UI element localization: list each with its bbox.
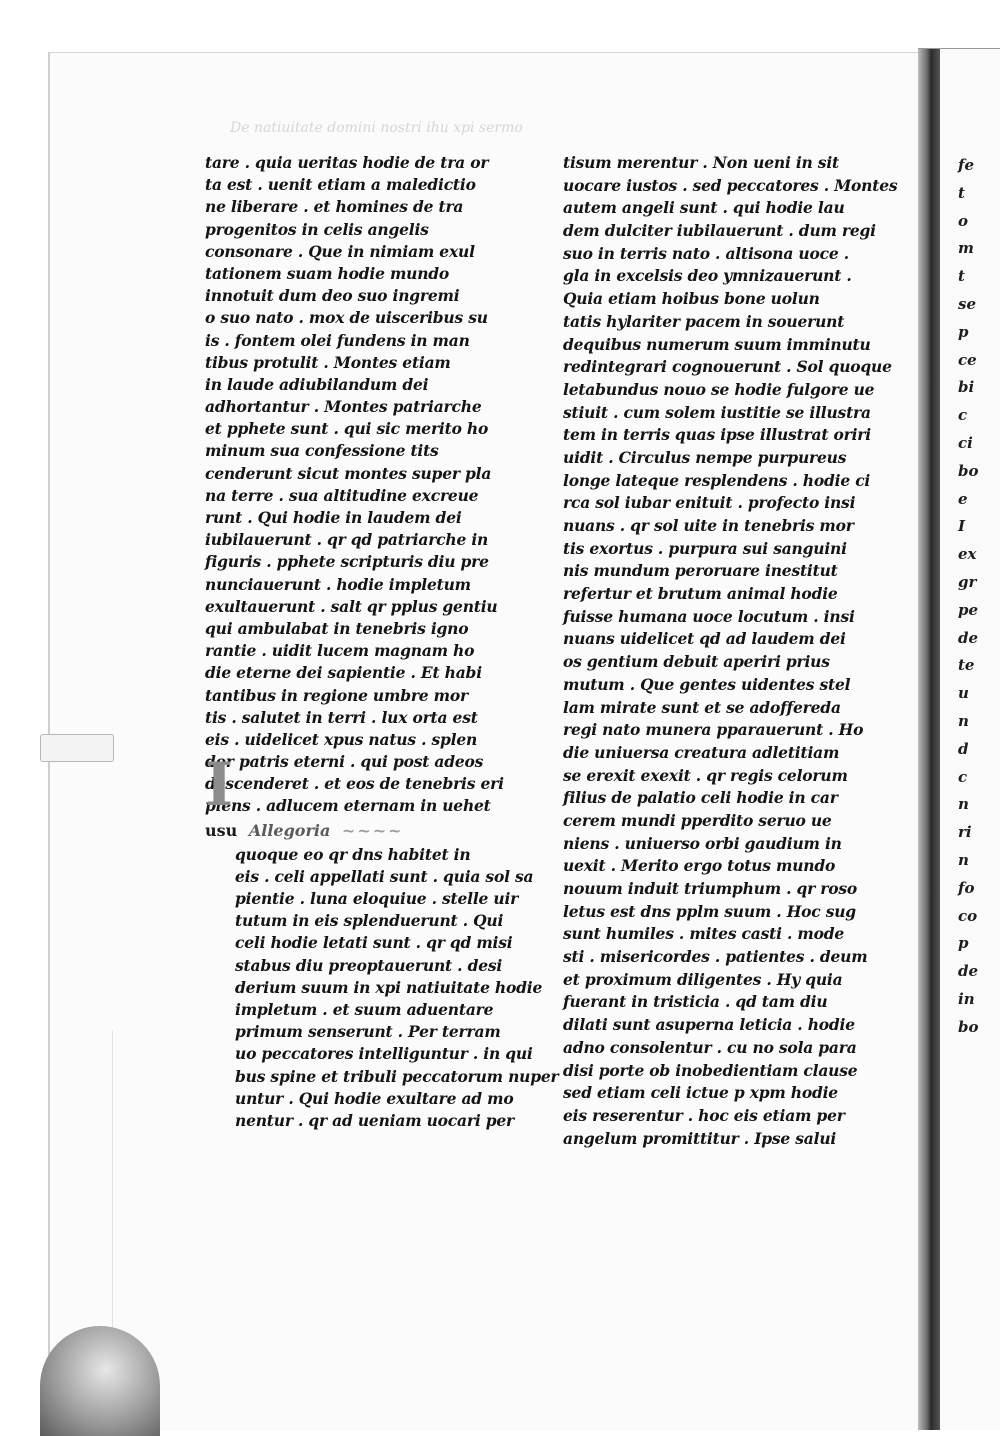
text-line: Quia etiam hoibus bone uolun — [563, 289, 820, 309]
edge-text-fragment: u — [958, 684, 969, 703]
edge-text-fragment: bo — [958, 1017, 979, 1036]
text-line: tare . quia ueritas hodie de tra or — [205, 153, 489, 172]
show-through-heading: De natiuitate domini nostri ihu xpi sermo — [230, 120, 523, 136]
edge-text-fragment: bo — [958, 461, 979, 480]
text-line: uocare iustos . sed peccatores . Montes — [563, 175, 898, 195]
edge-text-fragment: pe — [958, 600, 979, 619]
decorated-initial: I — [204, 750, 234, 820]
text-line: nuans . qr sol uite in tenebris mor — [563, 516, 854, 535]
edge-text-fragment: co — [958, 906, 978, 925]
text-line: untur . Qui hodie exultare ad mo — [235, 1088, 514, 1108]
text-line: uidit . Circulus nempe purpureus — [563, 447, 847, 467]
edge-text-fragment: c — [958, 767, 968, 786]
text-line: ne liberare . et homines de tra — [205, 197, 464, 217]
page-tab-marker — [40, 734, 114, 762]
text-line: nouum induit triumphum . qr roso — [563, 879, 858, 898]
text-line: fuerant in tristicia . qd tam diu — [563, 992, 828, 1012]
text-line: stabus diu preoptauerunt . desi — [235, 955, 503, 975]
text-line: et pphete sunt . qui sic merito ho — [205, 419, 489, 439]
text-line: sed etiam celi ictue p xpm hodie — [563, 1083, 838, 1103]
text-line: eis . celi appellati sunt . quia sol sa — [235, 866, 534, 886]
text-line: rantie . uidit lucem magnam ho — [205, 641, 475, 661]
text-line: letabundus nouo se hodie fulgore ue — [563, 379, 875, 399]
text-line: cerem mundi pperdito seruo ue — [563, 810, 832, 830]
text-line: longe lateque resplendens . hodie ci — [563, 470, 871, 490]
text-line: nuans uidelicet qd ad laudem dei — [563, 629, 846, 649]
text-line: dequibus numerum suum imminutu — [563, 334, 871, 354]
text-line: sunt humiles . mites casti . mode — [563, 924, 845, 944]
edge-text-fragment: bi — [958, 378, 975, 397]
text-line: disi porte ob inobedientiam clause — [563, 1060, 858, 1080]
text-line: figuris . pphete scripturis diu pre — [205, 552, 489, 572]
text-line: tis exortus . purpura sui sanguini — [563, 538, 847, 558]
text-line: in laude adiubilandum dei — [205, 374, 429, 394]
text-line: derium suum in xpi natiuitate hodie — [235, 977, 543, 997]
text-line: minum sua confessione tits — [205, 441, 439, 461]
facing-page-text-fragments — [958, 152, 1000, 1042]
text-line: ta est . uenit etiam a maledictio — [205, 175, 476, 195]
text-line: exultauerunt . salt qr pplus gentiu — [205, 596, 498, 616]
text-line: nunciauerunt . hodie impletum — [205, 574, 471, 594]
edge-text-fragment: d — [958, 739, 969, 758]
edge-text-fragment: o — [958, 211, 969, 230]
text-line: dor patris eterni . qui post adeos — [205, 752, 484, 772]
facing-page-top-strip — [918, 0, 1000, 49]
edge-text-fragment: p — [958, 322, 969, 341]
text-line: rca sol iubar enituit . profecto insi — [563, 493, 856, 513]
text-line: filius de palatio celi hodie in car — [563, 788, 838, 808]
edge-text-fragment: ci — [958, 433, 973, 452]
edge-text-fragment: fe — [958, 156, 974, 174]
edge-text-fragment: n — [958, 850, 969, 869]
text-line: is . fontem olei fundens in man — [205, 330, 470, 350]
text-line: adno consolentur . cu no sola para — [563, 1037, 857, 1057]
text-line: primum senserunt . Per terram — [235, 1022, 501, 1042]
text-line: gla in excelsis deo ymnizauerunt . — [563, 266, 852, 286]
edge-text-fragment: t — [958, 183, 965, 202]
text-line: uo peccatores intelliguntur . in qui — [235, 1044, 533, 1064]
text-line: bus spine et tribuli peccatorum nuper — [235, 1066, 559, 1086]
edge-text-fragment: te — [958, 656, 975, 675]
text-line: tem in terris quas ipse illustrat oriri — [563, 425, 871, 445]
edge-text-fragment: I — [958, 517, 966, 536]
text-line: os gentium debuit aperiri prius — [563, 652, 830, 672]
left-text-column — [205, 152, 559, 1132]
text-line: refertur et brutum animal hodie — [563, 584, 838, 604]
text-line: se erexit exexit . qr regis celorum — [563, 765, 848, 785]
edge-text-fragment: n — [958, 711, 969, 730]
text-line: quoque eo qr dns habitet in — [235, 844, 471, 864]
text-line: pientie . luna eloquiue . stelle uir — [235, 889, 519, 908]
text-line: tationem suam hodie mundo — [205, 263, 450, 283]
text-line: tisum merentur . Non ueni in sit — [563, 153, 839, 172]
text-line: nentur . qr ad ueniam uocari per — [235, 1110, 514, 1130]
edge-text-fragment: t — [958, 267, 965, 286]
text-line: eis reserentur . hoc eis etiam per — [563, 1105, 845, 1125]
text-line: uexit . Merito ergo totus mundo — [563, 856, 836, 876]
edge-text-fragment: n — [958, 795, 969, 814]
edge-text-fragment: in — [958, 989, 975, 1008]
text-line: stiuit . cum solem iustitie se illustra — [563, 402, 871, 422]
text-line: adhortantur . Montes patriarche — [205, 397, 482, 417]
edge-text-fragment: e — [958, 489, 968, 508]
rubric-heading: Allegoria — [248, 820, 331, 840]
text-line: lam mirate sunt et se adoffereda — [563, 697, 841, 717]
edge-text-fragment: de — [958, 628, 979, 647]
text-line: innotuit dum deo suo ingremi — [205, 286, 460, 306]
text-line: autem angeli sunt . qui hodie lau — [563, 198, 845, 218]
edge-text-fragment: se — [958, 294, 976, 313]
book-gutter — [918, 0, 940, 1430]
text-line: tis . salutet in terri . lux orta est — [205, 707, 478, 727]
text-line: die eterne dei sapientie . Et habi — [205, 663, 482, 683]
text-line: tutum in eis splenduerunt . Qui — [235, 911, 504, 931]
edge-text-fragment: m — [958, 239, 974, 258]
edge-text-fragment: de — [958, 962, 979, 981]
text-line: redintegrari cognouerunt . Sol quoque — [563, 357, 892, 377]
edge-text-fragment: fo — [958, 878, 975, 897]
edge-text-fragment: gr — [958, 572, 977, 591]
text-line: qui ambulabat in tenebris igno — [205, 618, 469, 638]
text-line: dilati sunt asuperna leticia . hodie — [563, 1015, 855, 1035]
text-line: progenitos in celis angelis — [205, 219, 429, 239]
text-line: tatis hylariter pacem in souerunt — [563, 311, 845, 331]
text-line: descenderet . et eos de tenebris eri — [205, 774, 504, 794]
text-line: mutum . Que gentes uidentes stel — [563, 674, 851, 694]
edge-text-fragment: ri — [958, 823, 972, 842]
text-line: celi hodie letati sunt . qr qd misi — [235, 933, 513, 953]
text-line: o suo nato . mox de uisceribus su — [205, 308, 488, 328]
text-line: tantibus in regione umbre mor — [205, 685, 468, 705]
rubric-flourish: ~~~~ — [341, 820, 404, 840]
edge-text-fragment: ce — [958, 350, 977, 369]
rubric-line — [205, 818, 517, 844]
text-line: impletum . et suum aduentare — [235, 999, 494, 1019]
text-line: iubilauerunt . qr qd patriarche in — [205, 530, 489, 550]
text-line: piens . adlucem eternam in uehet — [205, 796, 491, 816]
right-text-column — [563, 152, 898, 1150]
text-line: nis mundum peroruare inestitut — [563, 561, 838, 581]
text-line: et proximum diligentes . Hy quia — [563, 969, 843, 989]
text-line: angelum promittitur . Ipse salui — [563, 1128, 837, 1148]
text-line: niens . uniuerso orbi gaudium in — [563, 833, 842, 853]
rubric-prefix: usu — [205, 820, 238, 840]
text-line: na terre . sua altitudine excreue — [205, 485, 479, 505]
holding-thumb — [40, 1326, 160, 1436]
text-line: consonare . Que in nimiam exul — [205, 241, 475, 261]
edge-text-fragment: p — [958, 934, 969, 953]
text-line: regi nato munera pparauerunt . Ho — [563, 720, 864, 740]
text-line: sti . misericordes . patientes . deum — [563, 947, 868, 967]
text-line: letus est dns pplm suum . Hoc sug — [563, 901, 856, 921]
text-line: die uniuersa creatura adletitiam — [563, 742, 840, 762]
text-line: eis . uidelicet xpus natus . splen — [205, 729, 478, 749]
text-line: suo in terris nato . altisona uoce . — [563, 243, 849, 263]
text-line: fuisse humana uoce locutum . insi — [563, 606, 855, 626]
edge-text-fragment: c — [958, 406, 968, 425]
text-line: dem dulciter iubilauerunt . dum regi — [563, 221, 876, 241]
text-line: tibus protulit . Montes etiam — [205, 352, 451, 372]
edge-text-fragment: ex — [958, 545, 977, 564]
text-line: cenderunt sicut montes super pla — [205, 463, 492, 483]
text-line: runt . Qui hodie in laudem dei — [205, 508, 462, 527]
